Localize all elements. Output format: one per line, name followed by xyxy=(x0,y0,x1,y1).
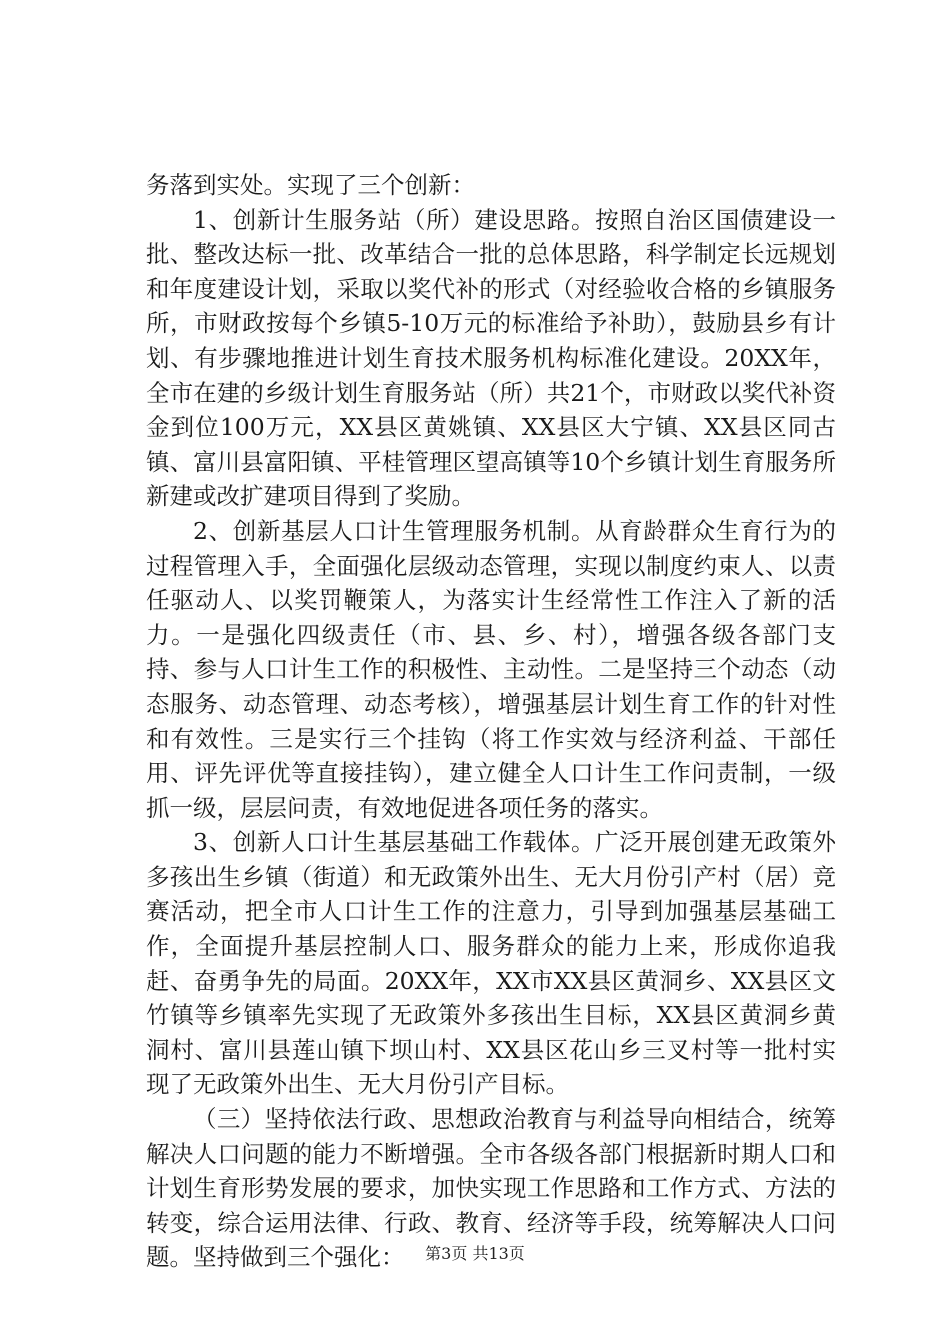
paragraph-innovation-2: 2、创新基层人口计生管理服务机制。从育龄群众生育行为的过程管理入手，全面强化层级动态管理，实现以制度约束人、以责任驱动人、以奖罚鞭策人，为落实计生经常性工作注入了新的活力。一是强化四级责任（市、县、乡、村），增强各级各部门支持、参与人口计生工作的积极性、主动性。二是坚持三个动态（动态服务、动态管理、动态考核），增强基层计划生育工作的针对性和有效性。三是实行三个挂钩（将工作实效与经济利益、干部任用、评先评优等直接挂钩），建立健全人口计生工作问责制，一级抓一级，层层问责，有效地促进各项任务的落实。 xyxy=(146,516,836,822)
paragraph-continuation: 务落到实处。实现了三个创新： xyxy=(146,171,475,199)
paragraph-innovation-3: 3、创新人口计生基层基础工作载体。广泛开展创建无政策外多孩出生乡镇（街道）和无政策外出生、无大月份引产村（居）竞赛活动，把全市人口计生工作的注意力，引导到加强基层基础工作，全面提升基层控制人口、服务群众的能力上来，形成你追我赶、奋勇争先的局面。20XX年，XX市XX县区黄洞乡、XX县区文竹镇等乡镇率先实现了无政策外多孩出生目标，XX县区黄洞乡黄洞村、富川县莲山镇下坝山村、XX县区花山乡三叉村等一批村实现了无政策外出生、无大月份引产目标。 xyxy=(146,828,836,1099)
paragraph-section-3: （三）坚持依法行政、思想政治教育与利益导向相结合，统筹解决人口问题的能力不断增强。全市各级各部门根据新时期人口和计划生育形势发展的要求，加快实现工作思路和工作方式、方法的转变，综合运用法律、行政、教育、经济等手段，统筹解决人口问题。坚持做到三个强化： xyxy=(146,1105,836,1272)
document-body xyxy=(146,168,836,1275)
page-number-footer: 第3页 共13页 xyxy=(425,1244,525,1263)
paragraph-innovation-1: 1、创新计生服务站（所）建设思路。按照自治区国债建设一批、整改达标一批、改革结合一批的总体思路，科学制定长远规划和年度建设计划，采取以奖代补的形式（对经验收合格的乡镇服务所，市财政按每个乡镇5-10万元的标准给予补助），鼓励县乡有计划、有步骤地推进计划生育技术服务机构标准化建设。20XX年，全市在建的乡级计划生育服务站（所）共21个，市财政以奖代补资金到位100万元，XX县区黄姚镇、XX县区大宁镇、XX县区同古镇、富川县富阳镇、平桂管理区望高镇等10个乡镇计划生育服务所新建或改扩建项目得到了奖励。 xyxy=(146,205,836,511)
